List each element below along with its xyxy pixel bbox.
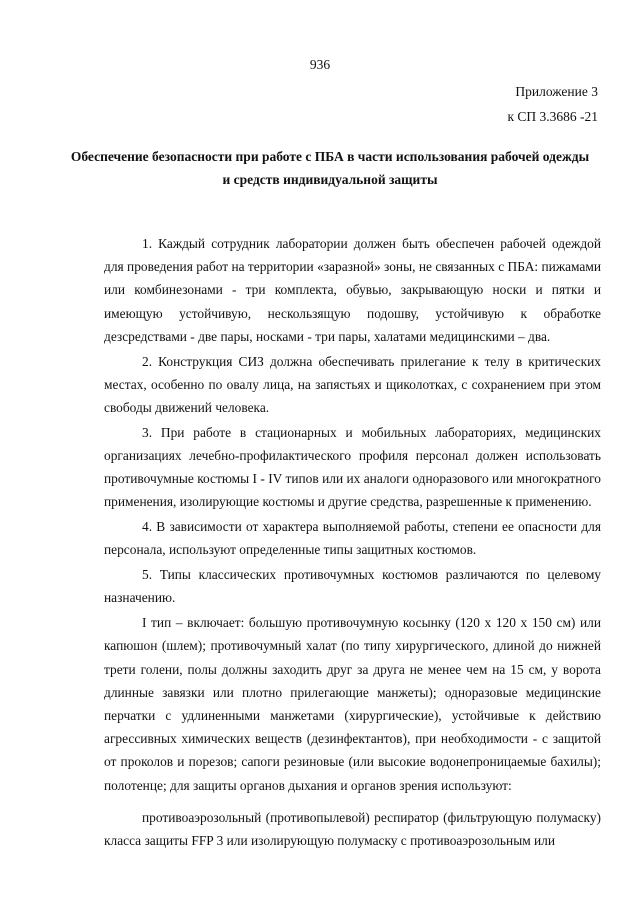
paragraph-3: 3. При работе в стационарных и мобильных лабораториях, медицинских организациях лечебно-профилактического профиля персонал должен использовать противочумные костюмы I - IV типов или их аналоги одноразового или многократного применения, изолирующие костюмы и другие средства, разрешенные к применению.	[104, 424, 601, 510]
title-line-1: Обеспечение безопасности при работе с ПБА в части использования рабочей одежды	[70, 149, 590, 164]
appendix-label: Приложение 3	[515, 84, 598, 99]
paragraph-2: 2. Конструкция СИЗ должна обеспечивать прилегание к телу в критических местах, особенно по овалу лица, на запястьях и щиколотках, с сохранением при этом свободы движений человека.	[104, 353, 601, 416]
title-line-2: и средств индивидуальной защиты	[222, 172, 438, 187]
paragraph-type-1: I тип – включает: большую противочумную косынку (120 х 120 х 150 см) или капюшон (шлем); противочумный халат (по типу хирургического, длиной до нижней трети голени, полы должны заходить друг за друга не менее чем на 15 см, у ворота длинные завязки или плотно прилегающие манжеты); одноразовые медицинские перчатки с удлиненными манжетами (хирургические), устойчивые к действию агрессивных химических веществ (дезинфектантов), при необходимости - с защитой от проколов и порезов; сапоги резиновые (или высокие водонепроницаемые бахилы); полотенце; для защиты органов дыхания и органов зрения используют:	[104, 615, 601, 793]
document-body	[104, 232, 601, 854]
paragraph-1: 1. Каждый сотрудник лаборатории должен быть обеспечен рабочей одеждой для проведения работ на территории «заразной» зоны, не связанных с ПБА: пижамами или комбинезонами - три комплекта, обувью, закрывающую носки и пятки и имеющую устойчивую, нескользящую подошву, устойчивую к обработке дезсредствами - две пары, носками - три пары, халатами медицинскими – два.	[104, 236, 601, 344]
paragraph-respirator: противоаэрозольный (противопылевой) респиратор (фильтрующую полумаску) класса защиты FFP 3 или изолирующую полумаску с противоаэрозольным или	[104, 809, 601, 849]
appendix-reference: к СП 3.3686 -21	[507, 109, 598, 124]
paragraph-4: 4. В зависимости от характера выполняемой работы, степени ее опасности для персонала, используют определенные типы защитных костюмов.	[104, 519, 601, 558]
page-number: 936	[309, 57, 331, 72]
paragraph-5: 5. Типы классических противочумных костюмов различаются по целевому назначению.	[104, 567, 601, 606]
document-title	[60, 145, 600, 191]
